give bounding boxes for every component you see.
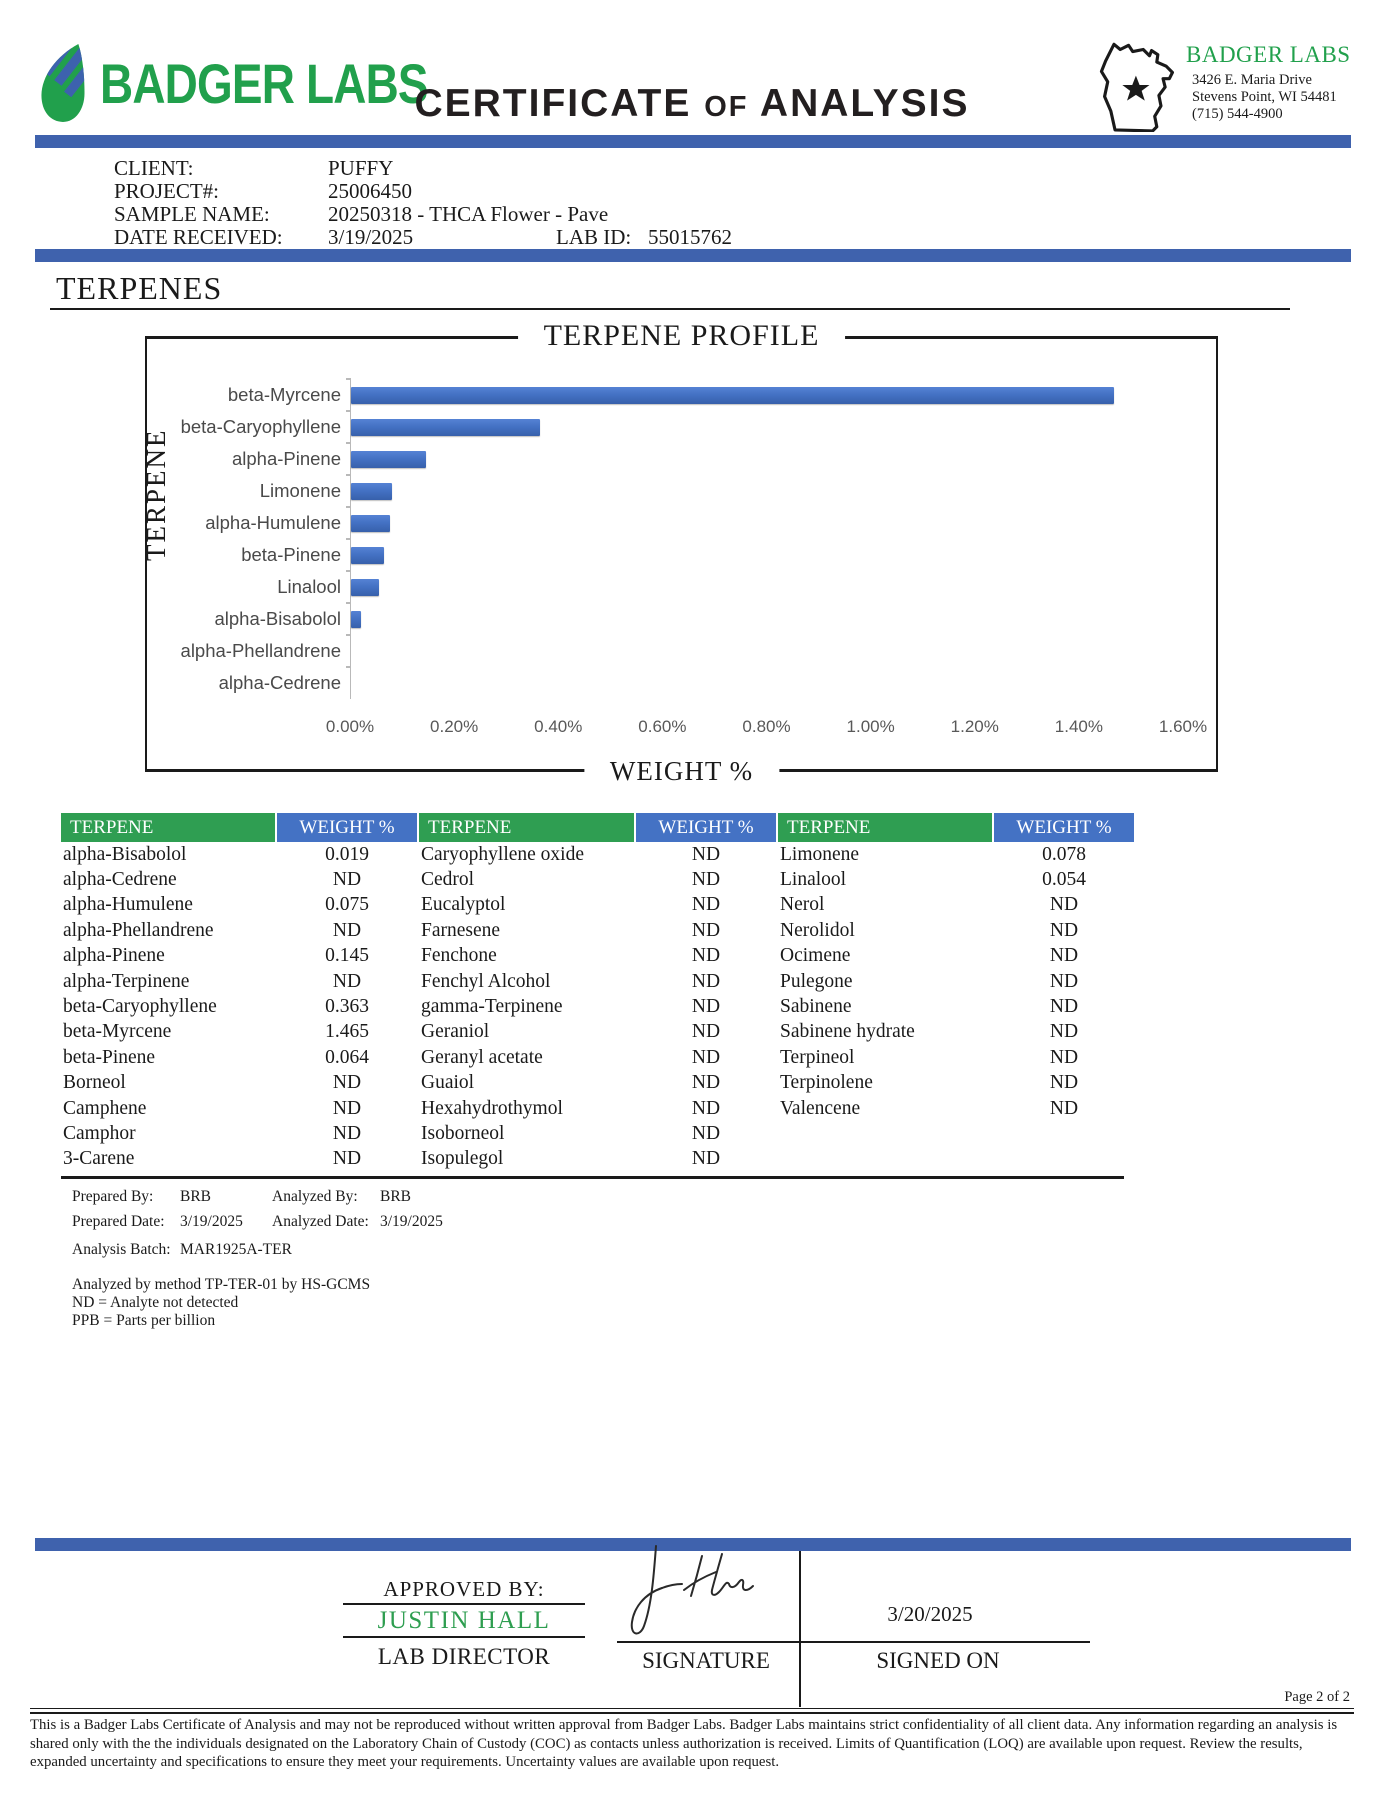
chart-x-ticks [325,717,1208,739]
chart-x-tick: 0.80% [742,717,791,736]
table-header-cell: WEIGHT % [277,813,417,842]
chart-category-label: beta-Pinene [241,544,341,565]
weight-value-cell: ND [332,970,362,992]
lab-name: BADGER LABS [1186,42,1351,67]
lab-id-value: 55015762 [648,225,732,249]
terpene-profile-chart [141,319,1218,786]
table-row [61,918,1124,943]
table-row [61,944,1124,969]
chart-bar [351,451,426,468]
chart-x-tick: 0.40% [534,717,583,736]
table-row [61,893,1124,918]
section-title: TERPENES [56,270,223,306]
chart-bar [351,387,1114,404]
weight-value-cell: 0.064 [325,1046,369,1068]
terpene-name-cell: Fenchyl Alcohol [421,970,551,992]
ppb-note: PPB = Parts per billion [72,1312,216,1329]
weight-value-cell: ND [691,1046,721,1068]
table-row [61,867,1124,892]
sample-name-label: SAMPLE NAME: [114,202,270,226]
weight-value-cell: ND [691,1021,721,1043]
analysis-batch-label: Analysis Batch: [72,1241,171,1258]
terpene-name-cell: Hexahydrothymol [421,1097,563,1119]
chart-bar [351,483,392,500]
weight-value-cell: 0.078 [1042,843,1086,865]
table-row [61,1020,1124,1045]
chart-category-label: alpha-Phellandrene [180,640,341,661]
signature-label: SIGNATURE [642,1648,770,1673]
weight-value-cell: 1.465 [325,1021,369,1043]
weight-value-cell: 0.054 [1042,869,1086,891]
terpene-name-cell: Geranyl acetate [421,1046,543,1068]
terpene-name-cell: Sabinene hydrate [780,1021,915,1043]
sample-name-value: 20250318 - THCA Flower - Pave [328,202,609,226]
signed-on-label: SIGNED ON [876,1648,1000,1673]
table-header-cell: WEIGHT % [994,813,1134,842]
terpene-name-cell: alpha-Bisabolol [63,843,187,865]
weight-value-cell: ND [1049,1072,1079,1094]
terpene-name-cell: Cedrol [421,869,475,891]
chart-bar-row [214,603,1184,635]
terpene-name-cell: Isoborneol [421,1122,505,1144]
weight-value-cell: ND [332,1122,362,1144]
logo-wordmark: BADGER LABS [100,51,428,115]
terpene-name-cell: gamma-Terpinene [421,996,563,1018]
client-value: PUFFY [328,156,394,180]
chart-plot [180,379,1184,699]
chart-x-tick: 1.00% [846,717,895,736]
lab-phone: (715) 544-4900 [1192,106,1283,122]
chart-x-tick: 0.20% [430,717,479,736]
terpene-name-cell: Caryophyllene oxide [421,843,584,865]
terpene-name-cell: beta-Caryophyllene [63,996,217,1018]
chart-bar-row [277,571,1184,603]
chart-category-label: beta-Caryophyllene [180,416,341,437]
chart-bar [351,419,540,436]
terpene-name-cell: alpha-Pinene [63,945,165,967]
lab-address-line1: 3426 E. Maria Drive [1192,72,1312,88]
chart-bar [351,579,379,596]
table-body [61,842,1124,1172]
terpene-name-cell: Nerol [780,894,825,916]
weight-value-cell: ND [1049,919,1079,941]
chart-bar-row [259,475,1184,507]
analyzed-by-label: Analyzed By: [272,1188,358,1205]
table-header-cell: WEIGHT % [636,813,776,842]
chart-x-tick: 1.60% [1158,717,1208,736]
weight-value-cell: ND [332,869,362,891]
table-row [61,969,1124,994]
weight-value-cell: ND [691,894,721,916]
chart-x-tick: 1.40% [1054,717,1103,736]
chart-bar-row [205,507,1184,539]
signed-date: 3/20/2025 [887,1602,973,1626]
nd-note: ND = Analyte not detected [72,1294,239,1311]
weight-value-cell: ND [691,919,721,941]
chart-category-label: Limonene [259,480,341,501]
table-row [61,842,1124,867]
table-row [61,1096,1124,1121]
table-row [61,1045,1124,1070]
chart-category-label: alpha-Humulene [205,512,341,533]
chart-bar [351,547,384,564]
prepared-by-value: BRB [180,1188,212,1205]
table-header-row [61,813,1124,842]
divider-bar-top [35,135,1351,148]
weight-value-cell: ND [332,1072,362,1094]
chart-category-label: alpha-Pinene [231,448,341,469]
terpene-name-cell: beta-Pinene [63,1046,156,1068]
chart-category-label: alpha-Bisabolol [214,608,341,629]
project-label: PROJECT#: [114,179,220,203]
terpene-name-cell: Terpinolene [780,1072,873,1094]
terpene-name-cell: alpha-Humulene [63,894,193,916]
chart-y-axis-label: TERPENE [141,428,171,561]
table-row [61,994,1124,1019]
date-received-value: 3/19/2025 [328,225,414,249]
terpene-name-cell: alpha-Terpinene [63,970,190,992]
weight-value-cell: ND [691,869,721,891]
approver-title: LAB DIRECTOR [377,1644,551,1669]
prepared-by-label: Prepared By: [72,1188,154,1205]
weight-value-cell: ND [691,945,721,967]
project-value: 25006450 [328,179,412,203]
table-header-cell: TERPENE [778,813,992,842]
signature-image [618,1542,798,1638]
terpene-name-cell: Isopulegol [421,1148,504,1170]
disclaimer-text: This is a Badger Labs Certificate of Analysis and may not be reproduced without written approval from Badger Labs. Badger Labs maintains strict confidentiality of all client data. Any information regarding an analysis is shared only with the the individuals designated on the Laboratory Chain of Custody (COC) as contacts unless authorization is received. Limits of Quantification (LOQ) are available upon request. Review the results, expanded uncertainty and specifications to ensure they meet your requirements. Uncertainty values are available upon request. [30,1717,1338,1770]
approver-rule [343,1636,585,1638]
analyzed-by-value: BRB [380,1188,412,1205]
chart-bar-row [180,411,1184,443]
terpene-name-cell: alpha-Phellandrene [63,919,214,941]
terpene-name-cell: Geraniol [421,1021,490,1043]
chart-bar [351,611,361,628]
weight-value-cell: ND [691,1097,721,1119]
chart-bar-row [231,443,1184,475]
table-row [61,1147,1124,1172]
weight-value-cell: ND [691,970,721,992]
chart-category-label: alpha-Cedrene [218,672,341,693]
weight-value-cell: ND [1049,1021,1079,1043]
table-bottom-rule [61,1172,1124,1179]
terpene-name-cell: 3-Carene [63,1148,135,1170]
terpene-name-cell: Pulegone [780,970,853,992]
chart-bar-row [218,667,1184,699]
approver-name: JUSTIN HALL [377,1607,551,1634]
weight-value-cell: ND [691,1148,721,1170]
chart-x-tick: 0.60% [638,717,687,736]
terpene-name-cell: Farnesene [421,919,501,941]
footer-rule [30,1708,1354,1714]
page-number: Page 2 of 2 [1284,1689,1350,1705]
terpene-name-cell: Nerolidol [780,919,855,941]
table-header-cell: TERPENE [419,813,634,842]
weight-value-cell: ND [1049,1046,1079,1068]
divider-bar-section [35,249,1351,262]
weight-value-cell: ND [1049,945,1079,967]
weight-value-cell: ND [691,1122,721,1144]
wisconsin-state-icon [1094,38,1182,132]
chart-x-axis-label: WEIGHT % [584,756,779,787]
analyzed-date-label: Analyzed Date: [272,1213,369,1230]
analysis-batch-value: MAR1925A-TER [180,1241,292,1258]
terpene-name-cell: Guaiol [421,1072,475,1094]
table-row [61,1121,1124,1146]
chart-bar-row [180,635,1184,667]
weight-value-cell: ND [1049,894,1079,916]
prepared-date-value: 3/19/2025 [180,1213,243,1230]
weight-value-cell: ND [332,1097,362,1119]
weight-value-cell: 0.145 [325,945,369,967]
chart-bar-row [227,379,1184,411]
terpene-name-cell: Borneol [63,1072,126,1094]
terpene-name-cell: Camphor [63,1122,136,1144]
weight-value-cell: 0.075 [325,894,369,916]
weight-value-cell: ND [691,996,721,1018]
terpene-name-cell: Valencene [780,1097,861,1119]
signature-divider [799,1551,801,1707]
terpene-name-cell: beta-Myrcene [63,1021,172,1043]
weight-value-cell: ND [1049,970,1079,992]
chart-x-tick: 1.20% [950,717,999,736]
terpene-name-cell: Sabinene [780,996,852,1018]
signature-rule [617,1641,1090,1643]
chart-category-label: Linalool [277,576,341,597]
weight-value-cell: ND [1049,996,1079,1018]
prepared-date-label: Prepared Date: [72,1213,165,1230]
terpene-name-cell: Linalool [780,869,847,891]
approved-by-label: APPROVED BY: [383,1577,545,1601]
weight-value-cell: ND [1049,1097,1079,1119]
table-header-cell: TERPENE [61,813,275,842]
table-row [61,1071,1124,1096]
terpene-name-cell: alpha-Cedrene [63,869,177,891]
terpene-results-table [61,813,1124,1179]
lab-address-line2: Stevens Point, WI 54481 [1192,89,1337,105]
document-title: CERTIFICATE OF ANALYSIS [414,82,970,125]
chart-x-tick: 0.00% [325,717,375,736]
weight-value-cell: ND [332,919,362,941]
terpene-name-cell: Ocimene [780,945,851,967]
approved-by-rule [343,1603,585,1605]
terpene-name-cell: Terpineol [780,1046,855,1068]
client-label: CLIENT: [114,156,194,180]
analyzed-date-value: 3/19/2025 [380,1213,443,1230]
terpene-name-cell: Fenchone [421,945,497,967]
terpene-name-cell: Eucalyptol [421,894,506,916]
method-note: Analyzed by method TP-TER-01 by HS-GCMS [72,1276,371,1293]
weight-value-cell: 0.019 [325,843,369,865]
chart-bar [351,515,390,532]
weight-value-cell: ND [691,843,721,865]
terpene-name-cell: Camphene [63,1097,147,1119]
weight-value-cell: 0.363 [325,996,369,1018]
weight-value-cell: ND [332,1148,362,1170]
chart-title: TERPENE PROFILE [518,319,846,353]
section-rule [50,308,1290,310]
chart-category-label: beta-Myrcene [227,384,341,405]
date-received-label: DATE RECEIVED: [114,225,283,249]
terpene-name-cell: Limonene [780,843,860,865]
chart-bar-row [241,539,1184,571]
lab-id-label: LAB ID: [556,225,632,249]
weight-value-cell: ND [691,1072,721,1094]
